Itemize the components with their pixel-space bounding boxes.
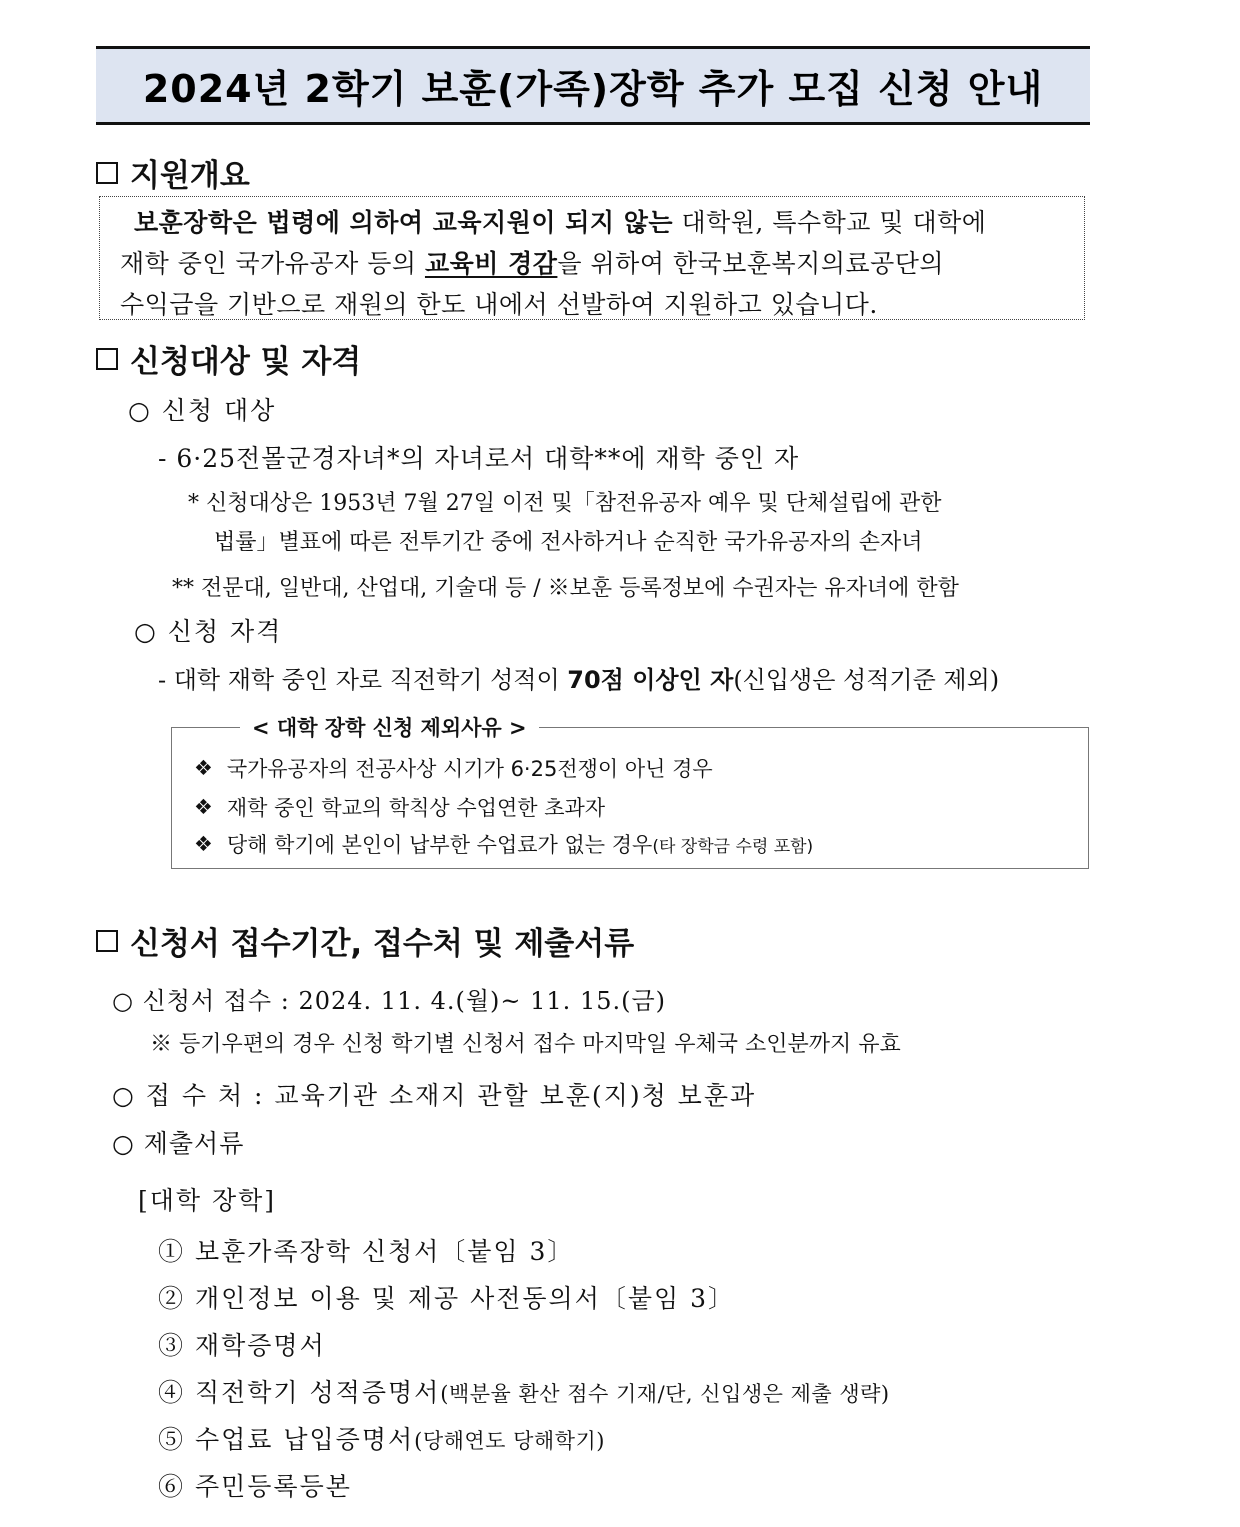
section-eligibility-heading: 신청대상 및 자격 — [96, 336, 361, 381]
overview-line-1: 보훈장학은 법령에 의하여 교육지원이 되지 않는 대학원, 특수학교 및 대학에 — [134, 208, 987, 237]
qualification-label: ○ 신청 자격 — [134, 617, 283, 646]
target-item: - 6·25전몰군경자녀*의 자녀로서 대학**에 재학 중인 자 — [158, 444, 800, 473]
checkbox-square-icon — [96, 162, 118, 184]
diamond-bullet-icon: ❖ — [194, 795, 213, 819]
documents-label: ○ 제출서류 — [112, 1129, 245, 1158]
target-note-1-line-1: * 신청대상은 1953년 7월 27일 이전 및「참전유공자 예우 및 단체설립에 관한 — [188, 491, 942, 516]
page-title: 2024년 2학기 보훈(가족)장학 추가 모집 신청 안내 — [142, 67, 1044, 111]
document-item: ⑥ 주민등록등본 — [158, 1472, 352, 1501]
document-item: ③ 재학증명서 — [158, 1331, 326, 1360]
checkbox-square-icon — [96, 348, 118, 370]
section-overview-heading: 지원개요 — [96, 150, 250, 195]
overview-line-2: 재학 중인 국가유공자 등의 교육비 경감을 위하여 한국보훈복지의료공단의 — [120, 249, 945, 278]
title-banner — [96, 46, 1090, 125]
exclusion-item: ❖ 국가유공자의 전공사상 시기가 6·25전쟁이 아닌 경우 — [194, 756, 713, 781]
target-note-1-line-2: 법률」별표에 따른 전투기간 중에 전사하거나 순직한 국가유공자의 손자녀 — [214, 530, 923, 555]
documents-group-title: [대학 장학] — [138, 1186, 277, 1215]
overview-box — [99, 196, 1085, 320]
application-office: ○ 접 수 처 : 교육기관 소재지 관할 보훈(지)청 보훈과 — [112, 1081, 757, 1110]
exclusion-item: ❖ 당해 학기에 본인이 납부한 수업료가 없는 경우(타 장학금 수령 포함) — [194, 832, 814, 857]
target-label: ○ 신청 대상 — [128, 396, 277, 425]
application-period-note: ※ 등기우편의 경우 신청 학기별 신청서 접수 마지막일 우체국 소인분까지 유효 — [150, 1032, 901, 1057]
document-item: ④ 직전학기 성적증명서(백분율 환산 점수 기재/단, 신입생은 제출 생략) — [158, 1378, 890, 1407]
document-item: ⑤ 수업료 납입증명서(당해연도 당해학기) — [158, 1425, 605, 1454]
document-item: ① 보훈가족장학 신청서〔붙임 3〕 — [158, 1237, 575, 1266]
section-application-heading: 신청서 접수기간, 접수처 및 제출서류 — [96, 918, 634, 963]
checkbox-square-icon — [96, 930, 118, 952]
qualification-item: - 대학 재학 중인 자로 직전학기 성적이 70점 이상인 자(신입생은 성적기준 제외) — [158, 666, 1000, 694]
diamond-bullet-icon: ❖ — [194, 756, 213, 780]
diamond-bullet-icon: ❖ — [194, 832, 213, 856]
document-item: ② 개인정보 이용 및 제공 사전동의서〔붙임 3〕 — [158, 1284, 736, 1313]
overview-line-3: 수익금을 기반으로 재원의 한도 내에서 선발하여 지원하고 있습니다. — [120, 290, 878, 319]
exclusion-item: ❖ 재학 중인 학교의 학칙상 수업연한 초과자 — [194, 795, 606, 820]
target-note-2: ** 전문대, 일반대, 산업대, 기술대 등 / ※보훈 등록정보에 수권자는 유자녀에 한함 — [172, 576, 959, 601]
exclusion-title: < 대학 장학 신청 제외사유 > — [240, 712, 539, 742]
application-period: ○ 신청서 접수 : 2024. 11. 4.(월)~ 11. 15.(금) — [112, 987, 667, 1015]
